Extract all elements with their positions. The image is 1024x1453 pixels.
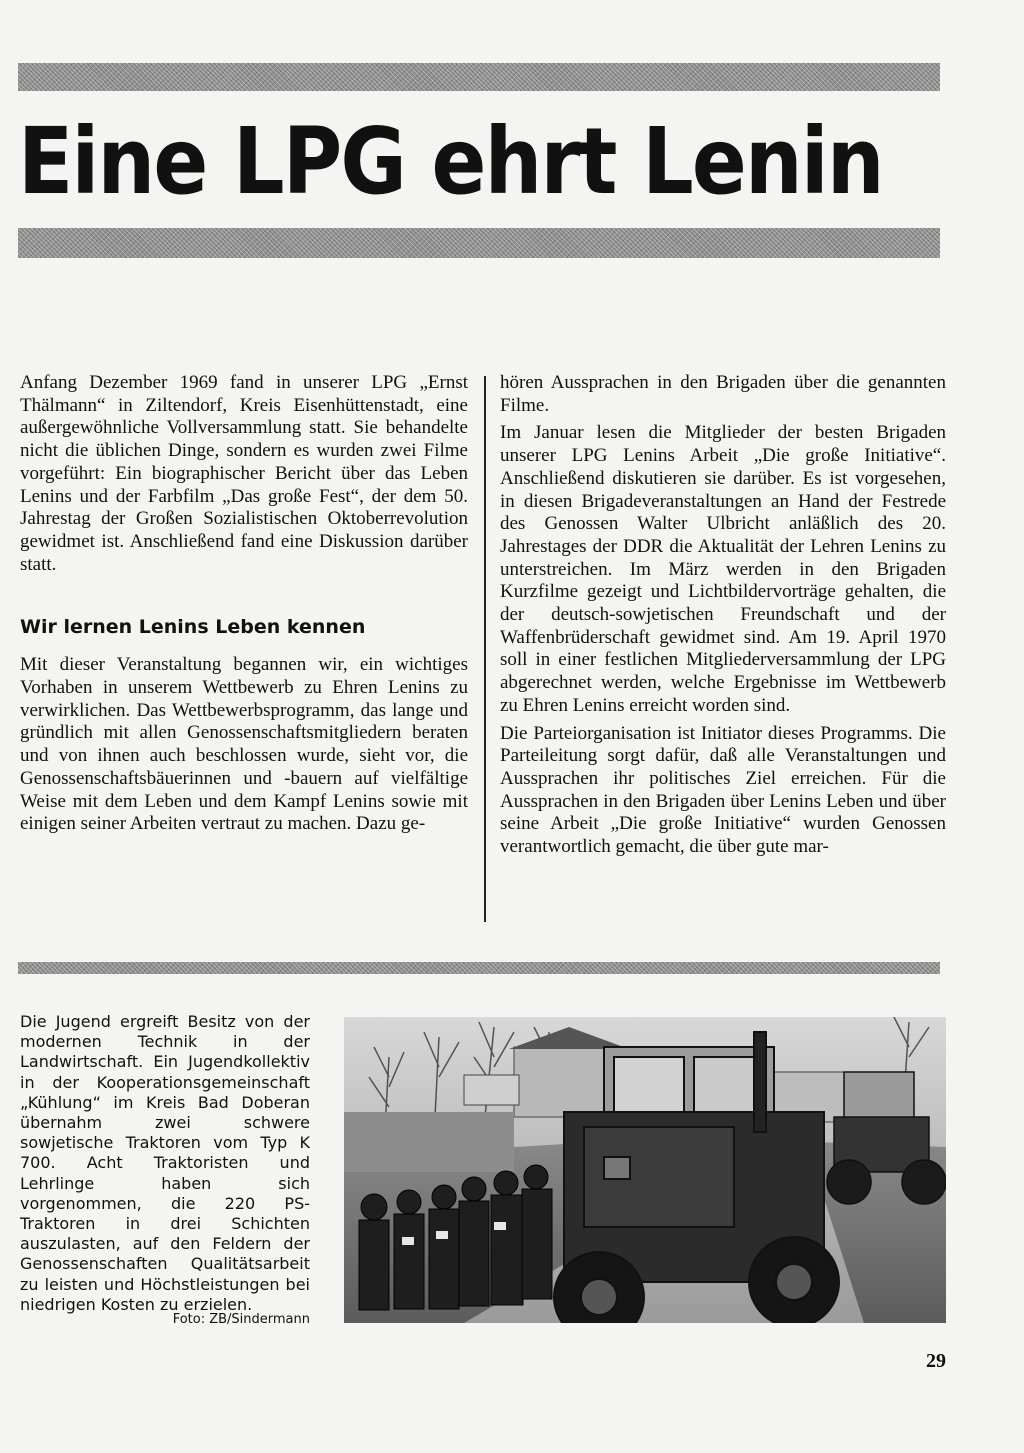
tractor-photo (344, 1017, 946, 1323)
decorative-rule-top (18, 63, 940, 91)
continuation-paragraph: hören Aussprachen in den Brigaden über die genannten Filme. (500, 372, 946, 416)
column-divider (484, 376, 486, 922)
body-paragraph: Mit dieser Veranstaltung begannen wir, ein wichtiges Vorhaben in unserem Wettbewerb zu Ehren Lenins zu verwirklichen. Das Wettbewerbsprogramm, das lange und gründlich mit allen Genossenschaftsmitgliedern beraten und von ihnen auch beschlossen wurde, sieht vor, die Genossenschaftsbäuerinnen und -bauern auf vielfältige Weise mit dem Leben und dem Kampf Lenins sowie mit einigen seiner Arbeiten vertraut zu machen. Dazu ge- (20, 654, 468, 835)
party-organization-paragraph: Die Parteiorganisation ist Initiator dieses Programms. Die Parteileitung sorgt dafür, daß alle Veranstaltungen und Aussprachen ihr politisches Ziel erreichen. Für die Aussprachen in den Brigaden über Lenins Leben und über seine Arbeit „Die große Initiative“ wurden Genossen verantwortlich gemacht, die über gute mar- (500, 722, 946, 858)
decorative-rule-headline (18, 228, 940, 258)
page-number: 29 (926, 1350, 946, 1372)
article-column-left (20, 372, 468, 836)
intro-paragraph: Anfang Dezember 1969 fand in unserer LPG „Ernst Thälmann“ in Ziltendorf, Kreis Eisenhüttenstadt, eine außergewöhnliche Vollversammlung statt. Sie behandelte nicht die üblichen Dinge, sondern es wurden zwei Filme vorgeführt: Ein biographischer Bericht über das Leben Lenins und der Farbfilm „Das große Fest“, der dem 50. Jahrestag der Großen Sozialistischen Oktoberrevolution gewidmet ist. Anschließend fand eine Diskussion darüber statt. (20, 372, 468, 575)
decorative-rule-section (18, 962, 940, 974)
headline: Eine LPG ehrt Lenin (18, 108, 883, 215)
january-paragraph: Im Januar lesen die Mitglieder der besten Brigaden unserer LPG Lenins Arbeit „Die große Initiative“. Anschließend diskutieren sie darüber. Es ist vorgesehen, in diesen Brigadeveranstaltungen an Hand der Festrede des Genossen Walter Ulbricht anläßlich des 20. Jahrestages der DDR die Aktualität der Lehren Lenins zu unterstreichen. Im März werden in den Brigaden Kurzfilme gezeigt und Lichtbildervorträge gehalten, die der deutsch-sowjetischen Freundschaft und der Waffenbrüderschaft gewidmet sind. Am 19. April 1970 soll in einer festlichen Mitgliederversammlung der LPG abgerechnet werden, welche Ergebnisse im Wettbewerb zu Ehren Lenins erreicht worden sind. (500, 422, 946, 716)
subheading: Wir lernen Lenins Leben kennen (20, 616, 366, 639)
photo-caption: Die Jugend ergreift Besitz von der modernen Technik in der Landwirtschaft. Ein Jugendkollektiv in der Kooperationsgemeinschaft „Kühlung“ im Kreis Bad Doberan übernahm zwei schwere sowjetische Traktoren vom Typ K 700. Acht Traktoristen und Lehrlinge haben sich vorgenommen, die 220 PS-Traktoren in drei Schichten auszulasten, auf den Feldern der Genossenschaften Qualitätsarbeit zu leisten und Höchstleistungen bei niedrigen Kosten zu erzielen. (20, 1012, 310, 1314)
article-column-right (500, 372, 946, 859)
photo-credit: Foto: ZB/Sindermann (172, 1312, 310, 1327)
